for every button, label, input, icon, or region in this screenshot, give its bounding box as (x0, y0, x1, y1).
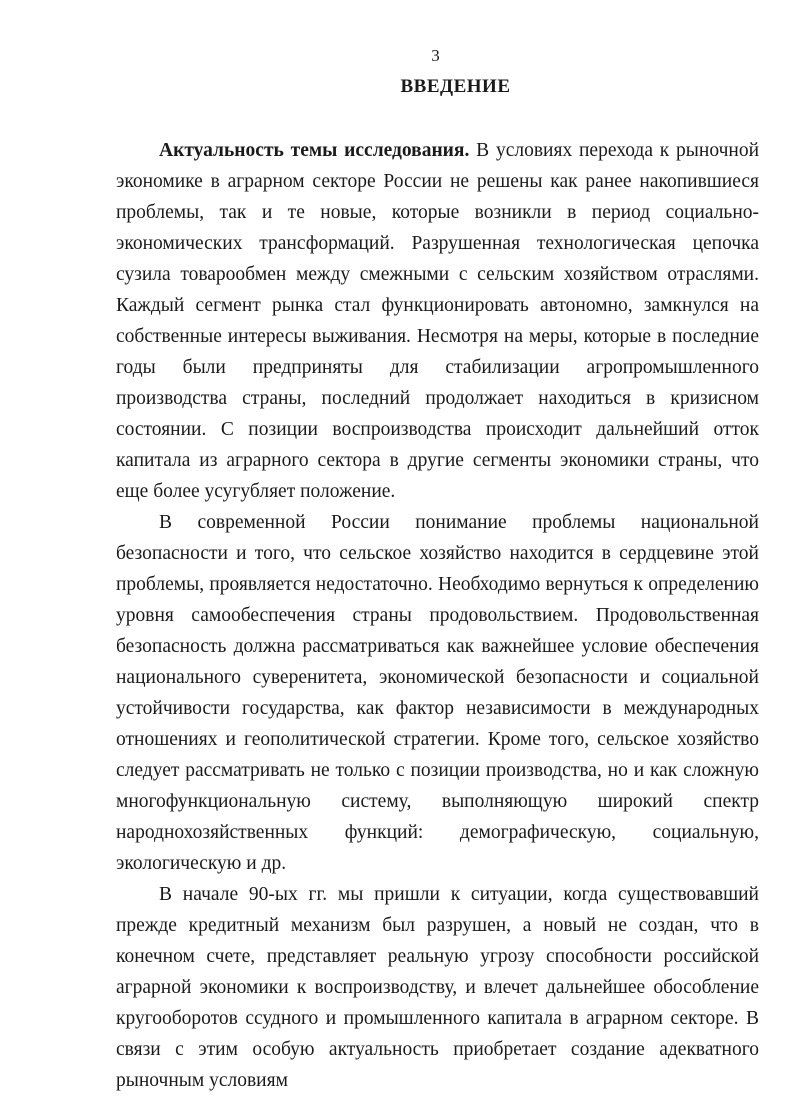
paragraph-relevance (116, 135, 759, 507)
paragraph-text: В условиях перехода к рыночной экономике в аграрном секторе России не решены как ранее накопившиеся проблемы, так и те новые, которые возникли в период социально-экономических трансформаций. Разрушенная технологическая цепочка сузила товарообмен между смежными с сельским хозяйством отраслями. Каждый сегмент рынка стал функционировать автономно, замкнулся на собственные интересы выживания. Несмотря на меры, которые в последние годы были предприняты для стабилизации агропромышленного производства страны, последний продолжает находиться в кризисном состоянии. С позиции воспроизводства происходит дальнейший отток капитала из аграрного сектора в другие сегменты экономики страны, что еще более усугубляет положение. (116, 140, 760, 502)
body-text (116, 135, 759, 1096)
section-heading: ВВЕДЕНИЕ (400, 76, 511, 97)
paragraph-lead: Актуальность темы исследования. (159, 140, 470, 161)
paragraph-credit-mechanism: В начале 90-ых гг. мы пришли к ситуации, когда существовавший прежде кредитный механизм был разрушен, а новый не создан, что в конечном счете, представляет реальную угрозу способности российской аграрной экономики к воспроизводству, и влечет дальнейшее обособление кругооборотов ссудного и промышленного капитала в аграрном секторе. В связи с этим особую актуальность приобретает создание адекватного рыночным условиям (116, 884, 759, 1091)
paragraph-food-security: В современной России понимание проблемы национальной безопасности и того, что сельское хозяйство находится в сердцевине этой проблемы, проявляется недостаточно. Необходимо вернуться к определению уровня самообеспечения страны продовольствием. Продовольственная безопасность должна рассматриваться как важнейшее условие обеспечения национального суверенитета, экономической безопасности и социальной устойчивости государства, как фактор независимости в международных отношениях и геополитической стратегии. Кроме того, сельское хозяйство следует рассматривать не только с позиции производства, но и как сложную многофункциональную систему, выполняющую широкий спектр народнохозяйственных функций: демографическую, социальную, экологическую и др. (116, 512, 759, 874)
page-number: 3 (431, 46, 440, 65)
